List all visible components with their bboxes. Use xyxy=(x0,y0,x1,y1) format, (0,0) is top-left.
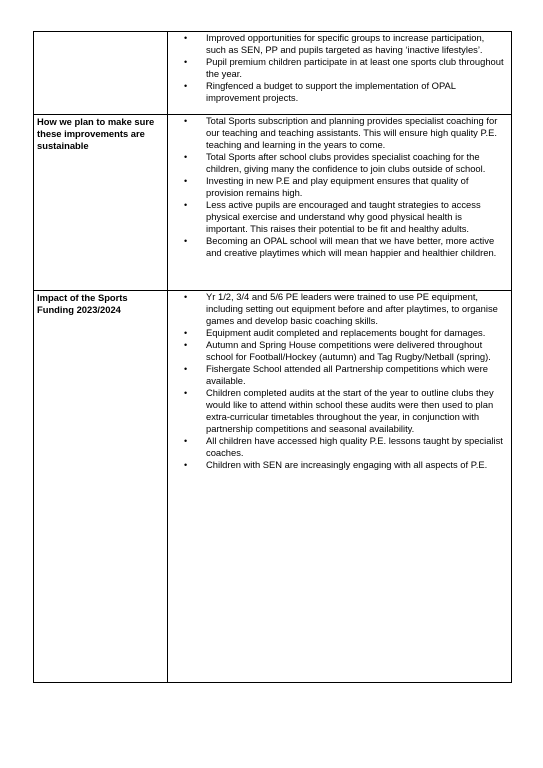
list-item: • Autumn and Spring House competitions were delivered throughout school for Football/Hockey (autumn) and Tag Rugby/Netball (spring). xyxy=(184,339,491,362)
list-item: • All children have accessed high quality P.E. lessons taught by specialist coaches. xyxy=(184,435,503,458)
row-label: How we plan to make sure these improvements are sustainable xyxy=(34,115,168,291)
row-content xyxy=(168,32,512,115)
bullet-icon: • xyxy=(184,33,188,43)
bullet-list xyxy=(168,115,511,259)
row-content xyxy=(168,115,512,291)
list-item: • Less active pupils are encouraged and taught strategies to access physical exercise and understand why good physical health is important. This raises their potential to be fit and healthy adults. xyxy=(184,199,481,234)
bullet-list xyxy=(168,32,511,104)
bullet-icon: • xyxy=(184,152,188,162)
bullet-icon: • xyxy=(184,57,188,67)
list-item: • Fishergate School attended all Partnership competitions which were available. xyxy=(184,363,488,386)
bullet-icon: • xyxy=(184,236,188,246)
list-item: • Improved opportunities for specific groups to increase participation, such as SEN, PP and pupils targeted as having ‘inactive lifestyles’. xyxy=(184,32,485,55)
bullet-icon: • xyxy=(184,364,188,374)
table-row-impact xyxy=(34,291,512,683)
list-item: • Ringfenced a budget to support the implementation of OPAL improvement projects. xyxy=(184,80,456,103)
bullet-icon: • xyxy=(184,460,188,470)
sports-funding-table xyxy=(33,31,512,683)
list-item: • Pupil premium children participate in at least one sports club throughout the year. xyxy=(184,56,504,79)
bullet-icon: • xyxy=(184,340,188,350)
list-item: • Children completed audits at the start of the year to outline clubs they would like to attend within school these audits were then used to plan extra-curricular timetables throughout the year, in conjunction with partnership competitions and seasonal availability. xyxy=(184,387,494,434)
list-item: • Becoming an OPAL school will mean that we have better, more active and creative playtimes which will mean happier and healthier children. xyxy=(184,235,497,258)
list-item: • Total Sports after school clubs provides specialist coaching for the children, giving many the confidence to join clubs outside of school. xyxy=(184,151,486,174)
bullet-icon: • xyxy=(184,116,188,126)
bullet-icon: • xyxy=(184,81,188,91)
list-item: • Children with SEN are increasingly engaging with all aspects of P.E. xyxy=(184,459,488,470)
list-item: • Yr 1/2, 3/4 and 5/6 PE leaders were trained to use PE equipment, including setting out equipment before and after playtimes, to organise games and develop basic coaching skills. xyxy=(184,291,498,326)
bullet-list xyxy=(168,291,511,471)
bullet-icon: • xyxy=(184,328,188,338)
table-row-continued-improvements xyxy=(34,32,512,115)
row-content xyxy=(168,291,512,683)
bullet-icon: • xyxy=(184,388,188,398)
bullet-icon: • xyxy=(184,292,188,302)
list-item: • Total Sports subscription and planning provides specialist coaching for our teaching and teaching assistants. This will ensure high quality P.E. teaching and learning in the years to come. xyxy=(184,115,498,150)
bullet-icon: • xyxy=(184,200,188,210)
table-row-sustainability xyxy=(34,115,512,291)
bullet-icon: • xyxy=(184,436,188,446)
list-item: • Investing in new P.E and play equipment ensures that quality of provision remains high. xyxy=(184,175,469,198)
list-item: • Equipment audit completed and replacements bought for damages. xyxy=(184,327,486,338)
row-label: Impact of the Sports Funding 2023/2024 xyxy=(34,291,168,683)
bullet-icon: • xyxy=(184,176,188,186)
row-label xyxy=(34,32,168,115)
